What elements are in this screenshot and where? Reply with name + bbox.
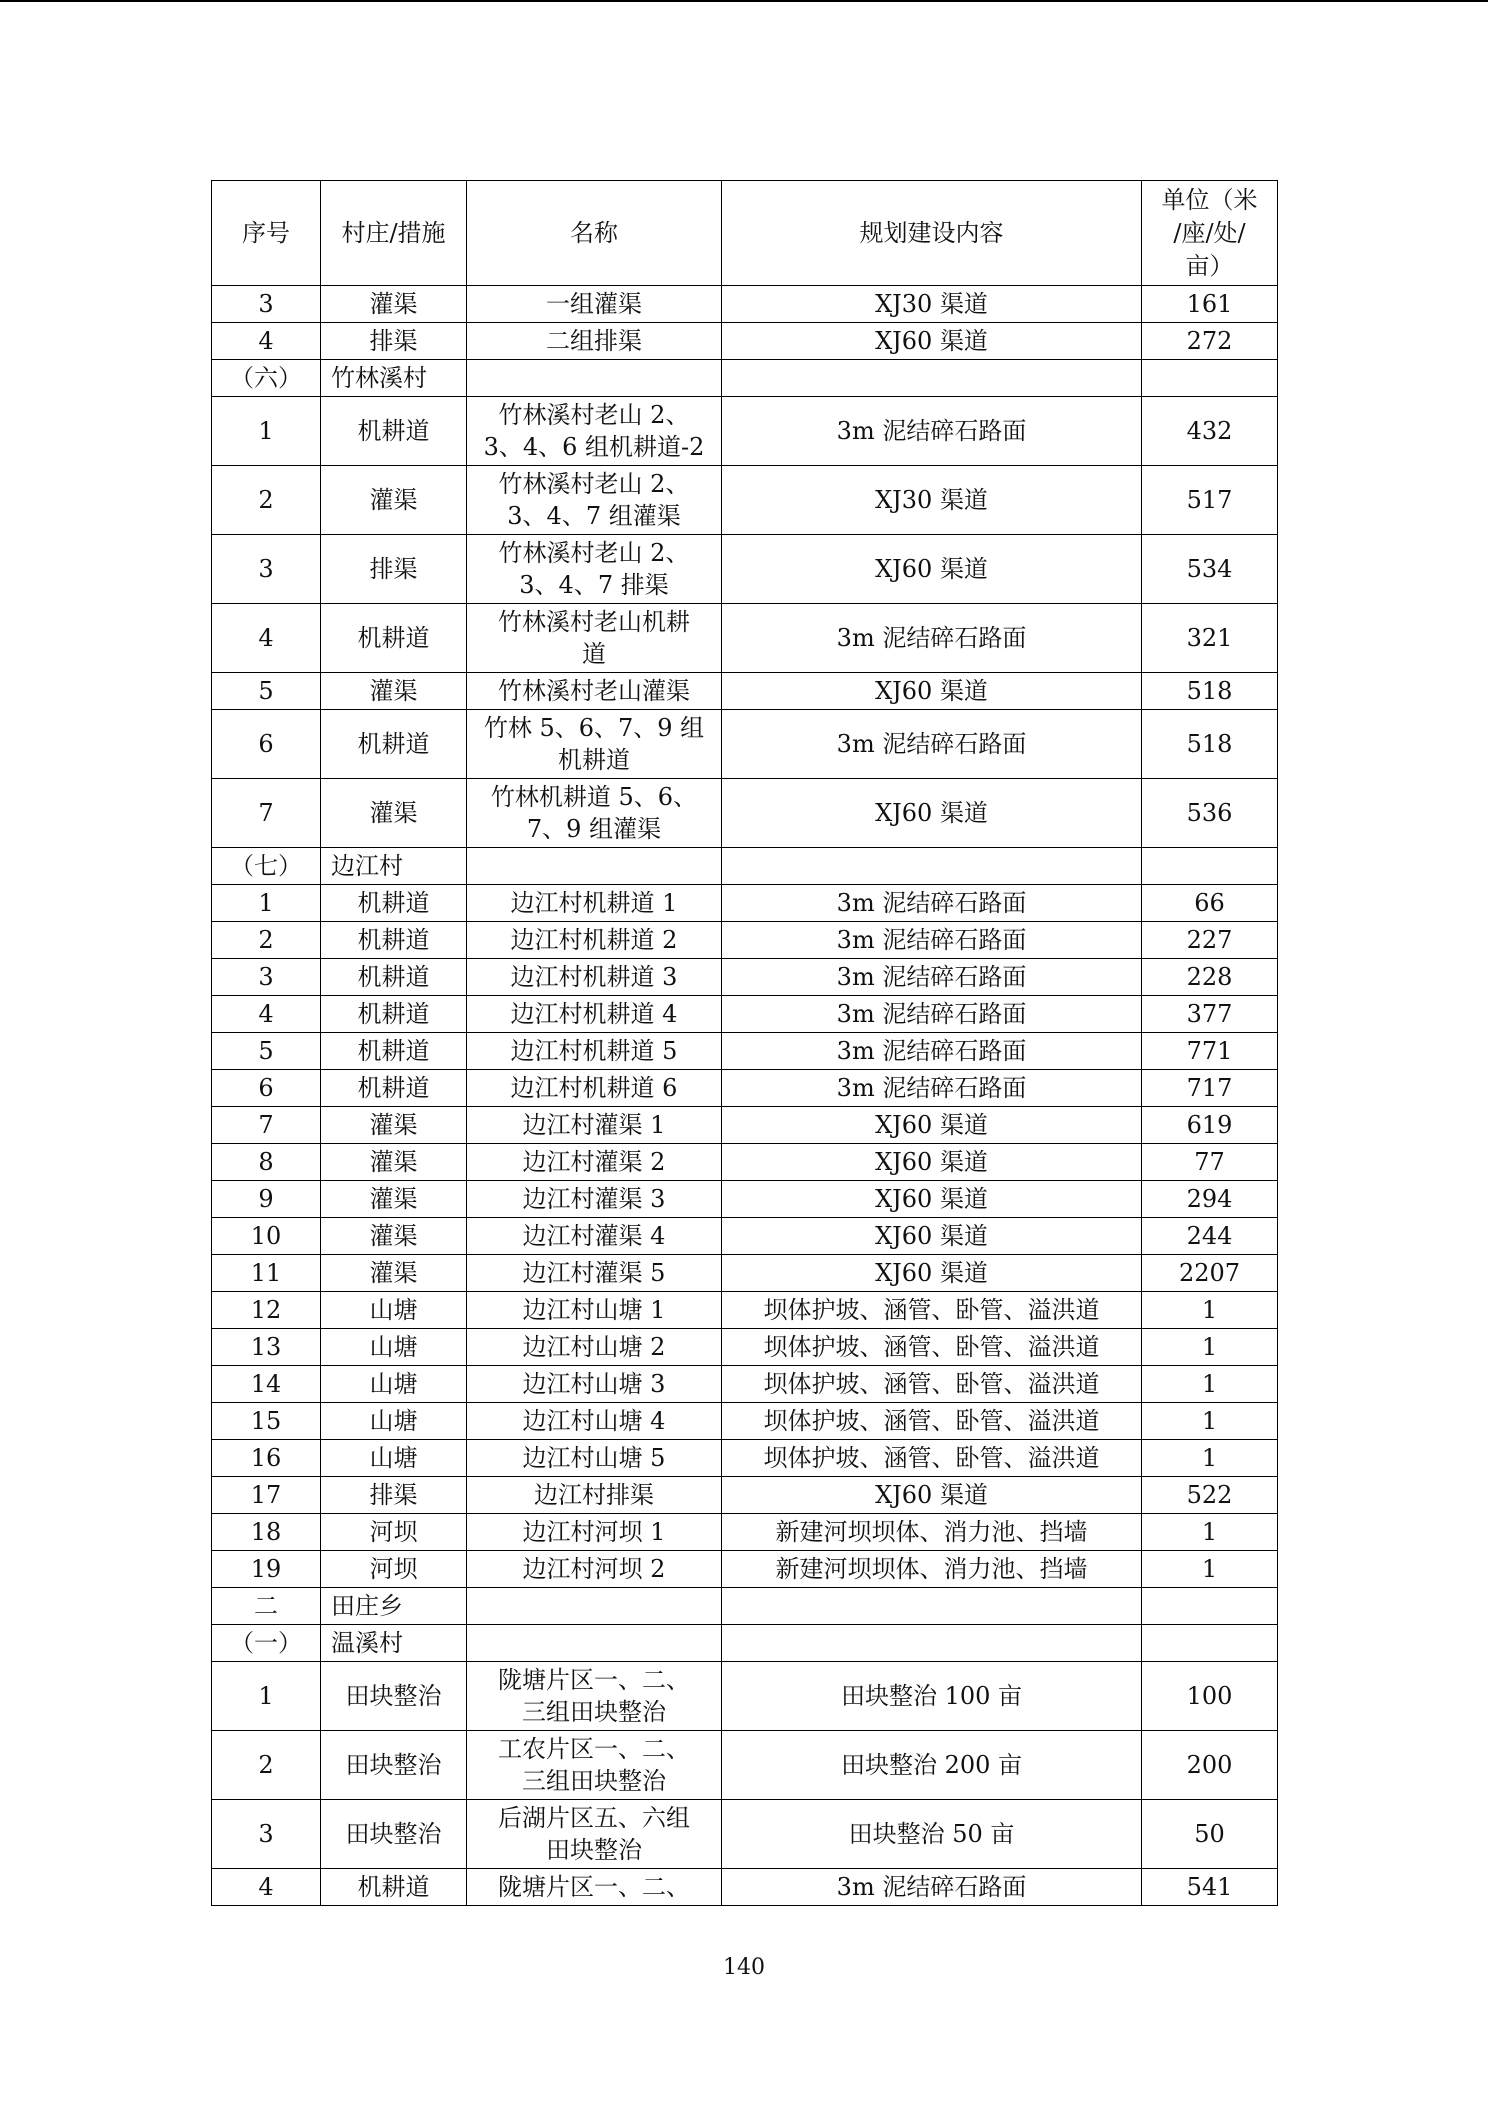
cell-name: 边江村灌渠 4 <box>467 1218 722 1255</box>
section-row <box>212 360 1278 397</box>
cell-index: 17 <box>212 1477 321 1514</box>
cell-unit: 2207 <box>1142 1255 1278 1292</box>
cell-unit: 432 <box>1142 397 1278 466</box>
table-row <box>212 1033 1278 1070</box>
table-row <box>212 996 1278 1033</box>
cell-content: XJ60 渠道 <box>722 673 1142 710</box>
table-row <box>212 1662 1278 1731</box>
cell-index: 6 <box>212 710 321 779</box>
cell-name: 边江村灌渠 5 <box>467 1255 722 1292</box>
cell-name: 边江村排渠 <box>467 1477 722 1514</box>
cell-index: 12 <box>212 1292 321 1329</box>
cell-village-measure: 山塘 <box>321 1440 467 1477</box>
cell-unit: 161 <box>1142 286 1278 323</box>
cell-index: 7 <box>212 779 321 848</box>
cell-name: 竹林 5、6、7、9 组 机耕道 <box>467 710 722 779</box>
cell-index: 2 <box>212 922 321 959</box>
cell-content: 坝体护坡、涵管、卧管、溢洪道 <box>722 1440 1142 1477</box>
cell-village-measure: 灌渠 <box>321 673 467 710</box>
section-row <box>212 1625 1278 1662</box>
cell-name: 边江村机耕道 4 <box>467 996 722 1033</box>
cell-village-measure: 边江村 <box>321 848 467 885</box>
table-row <box>212 323 1278 360</box>
cell-content: XJ60 渠道 <box>722 1477 1142 1514</box>
table-body <box>212 286 1278 1906</box>
section-row <box>212 848 1278 885</box>
table-row <box>212 885 1278 922</box>
table-row <box>212 1181 1278 1218</box>
cell-content <box>722 848 1142 885</box>
cell-unit <box>1142 848 1278 885</box>
cell-index: 2 <box>212 1731 321 1800</box>
header-content: 规划建设内容 <box>722 181 1142 286</box>
header-index: 序号 <box>212 181 321 286</box>
cell-village-measure: 河坝 <box>321 1551 467 1588</box>
cell-unit: 100 <box>1142 1662 1278 1731</box>
cell-unit: 1 <box>1142 1403 1278 1440</box>
cell-content: XJ60 渠道 <box>722 535 1142 604</box>
cell-unit: 200 <box>1142 1731 1278 1800</box>
cell-unit: 541 <box>1142 1869 1278 1906</box>
cell-index: 3 <box>212 286 321 323</box>
cell-name: 竹林溪村老山灌渠 <box>467 673 722 710</box>
cell-index: 8 <box>212 1144 321 1181</box>
top-border-line <box>0 0 1488 2</box>
cell-content: 新建河坝坝体、消力池、挡墙 <box>722 1514 1142 1551</box>
cell-name: 边江村机耕道 1 <box>467 885 722 922</box>
cell-index: 1 <box>212 1662 321 1731</box>
cell-index: 13 <box>212 1329 321 1366</box>
cell-name <box>467 1588 722 1625</box>
cell-name: 边江村山塘 5 <box>467 1440 722 1477</box>
table-row <box>212 466 1278 535</box>
header-unit: 单位（米 /座/处/ 亩） <box>1142 181 1278 286</box>
cell-content: 3m 泥结碎石路面 <box>722 1033 1142 1070</box>
cell-unit: 1 <box>1142 1514 1278 1551</box>
cell-content: XJ60 渠道 <box>722 1144 1142 1181</box>
cell-unit <box>1142 360 1278 397</box>
cell-village-measure: 机耕道 <box>321 1070 467 1107</box>
cell-village-measure: 温溪村 <box>321 1625 467 1662</box>
cell-content: 3m 泥结碎石路面 <box>722 959 1142 996</box>
table-row <box>212 535 1278 604</box>
table-row <box>212 1366 1278 1403</box>
header-village-measure: 村庄/措施 <box>321 181 467 286</box>
cell-village-measure: 机耕道 <box>321 922 467 959</box>
cell-unit: 272 <box>1142 323 1278 360</box>
cell-village-measure: 山塘 <box>321 1329 467 1366</box>
cell-content: 3m 泥结碎石路面 <box>722 604 1142 673</box>
cell-unit: 771 <box>1142 1033 1278 1070</box>
cell-unit: 518 <box>1142 710 1278 779</box>
section-row <box>212 1588 1278 1625</box>
cell-content: 3m 泥结碎石路面 <box>722 885 1142 922</box>
construction-plan-table <box>211 180 1278 1906</box>
table-row <box>212 1218 1278 1255</box>
cell-unit: 717 <box>1142 1070 1278 1107</box>
cell-content: XJ60 渠道 <box>722 1181 1142 1218</box>
cell-name: 陇塘片区一、二、 <box>467 1869 722 1906</box>
cell-unit: 228 <box>1142 959 1278 996</box>
cell-content <box>722 360 1142 397</box>
table-row <box>212 1800 1278 1869</box>
cell-index: 4 <box>212 996 321 1033</box>
cell-content: XJ60 渠道 <box>722 1107 1142 1144</box>
cell-content: 田块整治 50 亩 <box>722 1800 1142 1869</box>
table-header <box>212 181 1278 286</box>
cell-name: 边江村机耕道 5 <box>467 1033 722 1070</box>
cell-unit: 321 <box>1142 604 1278 673</box>
cell-unit: 1 <box>1142 1551 1278 1588</box>
cell-index: 15 <box>212 1403 321 1440</box>
cell-village-measure: 竹林溪村 <box>321 360 467 397</box>
cell-name: 边江村山塘 2 <box>467 1329 722 1366</box>
table-row <box>212 1070 1278 1107</box>
cell-content: XJ60 渠道 <box>722 1255 1142 1292</box>
cell-name: 工农片区一、二、 三组田块整治 <box>467 1731 722 1800</box>
table-row <box>212 710 1278 779</box>
cell-village-measure: 机耕道 <box>321 885 467 922</box>
cell-name: 竹林机耕道 5、6、 7、9 组灌渠 <box>467 779 722 848</box>
cell-village-measure: 山塘 <box>321 1366 467 1403</box>
cell-village-measure: 灌渠 <box>321 1181 467 1218</box>
cell-content: 3m 泥结碎石路面 <box>722 1070 1142 1107</box>
cell-content: 田块整治 100 亩 <box>722 1662 1142 1731</box>
table-row <box>212 1144 1278 1181</box>
cell-village-measure: 田庄乡 <box>321 1588 467 1625</box>
cell-village-measure: 机耕道 <box>321 1869 467 1906</box>
cell-unit: 619 <box>1142 1107 1278 1144</box>
cell-content: 3m 泥结碎石路面 <box>722 1869 1142 1906</box>
table-row <box>212 1292 1278 1329</box>
table-row <box>212 1255 1278 1292</box>
cell-village-measure: 田块整治 <box>321 1800 467 1869</box>
cell-index: 11 <box>212 1255 321 1292</box>
cell-content: 坝体护坡、涵管、卧管、溢洪道 <box>722 1292 1142 1329</box>
cell-village-measure: 灌渠 <box>321 1255 467 1292</box>
cell-village-measure: 排渠 <box>321 535 467 604</box>
cell-village-measure: 田块整治 <box>321 1662 467 1731</box>
cell-name: 一组灌渠 <box>467 286 722 323</box>
cell-village-measure: 灌渠 <box>321 1107 467 1144</box>
table-row <box>212 1514 1278 1551</box>
cell-unit: 66 <box>1142 885 1278 922</box>
cell-village-measure: 田块整治 <box>321 1731 467 1800</box>
cell-index: 3 <box>212 959 321 996</box>
cell-content: 新建河坝坝体、消力池、挡墙 <box>722 1551 1142 1588</box>
cell-unit: 518 <box>1142 673 1278 710</box>
cell-content: XJ60 渠道 <box>722 779 1142 848</box>
cell-village-measure: 灌渠 <box>321 779 467 848</box>
cell-index: 4 <box>212 604 321 673</box>
cell-unit <box>1142 1625 1278 1662</box>
cell-index: 18 <box>212 1514 321 1551</box>
cell-village-measure: 排渠 <box>321 1477 467 1514</box>
cell-name: 边江村灌渠 3 <box>467 1181 722 1218</box>
cell-index: 1 <box>212 885 321 922</box>
cell-name: 边江村灌渠 1 <box>467 1107 722 1144</box>
table-row <box>212 604 1278 673</box>
cell-name: 边江村河坝 1 <box>467 1514 722 1551</box>
cell-content: XJ30 渠道 <box>722 466 1142 535</box>
cell-village-measure: 灌渠 <box>321 466 467 535</box>
table-row <box>212 1403 1278 1440</box>
cell-content: 坝体护坡、涵管、卧管、溢洪道 <box>722 1366 1142 1403</box>
cell-unit: 294 <box>1142 1181 1278 1218</box>
cell-index: 1 <box>212 397 321 466</box>
table-row <box>212 1477 1278 1514</box>
cell-village-measure: 山塘 <box>321 1403 467 1440</box>
cell-unit: 1 <box>1142 1366 1278 1403</box>
cell-index: 5 <box>212 1033 321 1070</box>
header-name: 名称 <box>467 181 722 286</box>
cell-index: 10 <box>212 1218 321 1255</box>
cell-index: 2 <box>212 466 321 535</box>
cell-index: （六） <box>212 360 321 397</box>
page-number: 140 <box>723 1955 765 1980</box>
cell-unit: 517 <box>1142 466 1278 535</box>
cell-name <box>467 360 722 397</box>
cell-village-measure: 机耕道 <box>321 604 467 673</box>
cell-unit: 1 <box>1142 1292 1278 1329</box>
cell-village-measure: 山塘 <box>321 1292 467 1329</box>
cell-name: 二组排渠 <box>467 323 722 360</box>
cell-content: 3m 泥结碎石路面 <box>722 397 1142 466</box>
table-row <box>212 286 1278 323</box>
cell-content: 坝体护坡、涵管、卧管、溢洪道 <box>722 1403 1142 1440</box>
cell-content <box>722 1625 1142 1662</box>
cell-name: 边江村机耕道 3 <box>467 959 722 996</box>
table-row <box>212 673 1278 710</box>
cell-village-measure: 排渠 <box>321 323 467 360</box>
cell-name: 竹林溪村老山机耕 道 <box>467 604 722 673</box>
cell-index: 4 <box>212 323 321 360</box>
cell-name <box>467 848 722 885</box>
cell-unit: 77 <box>1142 1144 1278 1181</box>
cell-index: 16 <box>212 1440 321 1477</box>
cell-unit: 522 <box>1142 1477 1278 1514</box>
cell-content: 田块整治 200 亩 <box>722 1731 1142 1800</box>
cell-content: 3m 泥结碎石路面 <box>722 996 1142 1033</box>
cell-index: 6 <box>212 1070 321 1107</box>
table-row <box>212 922 1278 959</box>
cell-name: 边江村山塘 1 <box>467 1292 722 1329</box>
cell-index: 5 <box>212 673 321 710</box>
cell-name: 竹林溪村老山 2、 3、4、6 组机耕道-2 <box>467 397 722 466</box>
cell-unit: 227 <box>1142 922 1278 959</box>
cell-name: 边江村机耕道 2 <box>467 922 722 959</box>
table-row <box>212 779 1278 848</box>
cell-content: XJ60 渠道 <box>722 1218 1142 1255</box>
cell-unit: 1 <box>1142 1440 1278 1477</box>
cell-name: 边江村河坝 2 <box>467 1551 722 1588</box>
cell-village-measure: 机耕道 <box>321 959 467 996</box>
cell-village-measure: 机耕道 <box>321 996 467 1033</box>
table-row <box>212 959 1278 996</box>
cell-index: （七） <box>212 848 321 885</box>
cell-content: 坝体护坡、涵管、卧管、溢洪道 <box>722 1329 1142 1366</box>
cell-name: 陇塘片区一、二、 三组田块整治 <box>467 1662 722 1731</box>
cell-name: 竹林溪村老山 2、 3、4、7 排渠 <box>467 535 722 604</box>
table-row <box>212 1731 1278 1800</box>
cell-content: XJ30 渠道 <box>722 286 1142 323</box>
cell-village-measure: 机耕道 <box>321 397 467 466</box>
table-row <box>212 1329 1278 1366</box>
cell-unit: 50 <box>1142 1800 1278 1869</box>
cell-content: 3m 泥结碎石路面 <box>722 922 1142 959</box>
table-row <box>212 1869 1278 1906</box>
cell-name: 后湖片区五、六组 田块整治 <box>467 1800 722 1869</box>
table-row <box>212 1440 1278 1477</box>
cell-village-measure: 灌渠 <box>321 1144 467 1181</box>
cell-name: 边江村山塘 4 <box>467 1403 722 1440</box>
cell-unit: 377 <box>1142 996 1278 1033</box>
cell-village-measure: 机耕道 <box>321 1033 467 1070</box>
table-row <box>212 1551 1278 1588</box>
cell-content <box>722 1588 1142 1625</box>
cell-unit: 536 <box>1142 779 1278 848</box>
cell-name: 边江村山塘 3 <box>467 1366 722 1403</box>
cell-unit: 534 <box>1142 535 1278 604</box>
cell-village-measure: 河坝 <box>321 1514 467 1551</box>
cell-village-measure: 机耕道 <box>321 710 467 779</box>
cell-unit <box>1142 1588 1278 1625</box>
cell-village-measure: 灌渠 <box>321 1218 467 1255</box>
cell-name <box>467 1625 722 1662</box>
cell-index: 7 <box>212 1107 321 1144</box>
cell-index: 4 <box>212 1869 321 1906</box>
cell-unit: 244 <box>1142 1218 1278 1255</box>
cell-village-measure: 灌渠 <box>321 286 467 323</box>
cell-content: 3m 泥结碎石路面 <box>722 710 1142 779</box>
table-row <box>212 1107 1278 1144</box>
cell-index: 14 <box>212 1366 321 1403</box>
cell-index: （一） <box>212 1625 321 1662</box>
cell-name: 边江村机耕道 6 <box>467 1070 722 1107</box>
cell-index: 3 <box>212 535 321 604</box>
cell-unit: 1 <box>1142 1329 1278 1366</box>
table-row <box>212 397 1278 466</box>
cell-index: 19 <box>212 1551 321 1588</box>
cell-index: 二 <box>212 1588 321 1625</box>
cell-name: 竹林溪村老山 2、 3、4、7 组灌渠 <box>467 466 722 535</box>
cell-index: 3 <box>212 1800 321 1869</box>
cell-index: 9 <box>212 1181 321 1218</box>
cell-name: 边江村灌渠 2 <box>467 1144 722 1181</box>
cell-content: XJ60 渠道 <box>722 323 1142 360</box>
